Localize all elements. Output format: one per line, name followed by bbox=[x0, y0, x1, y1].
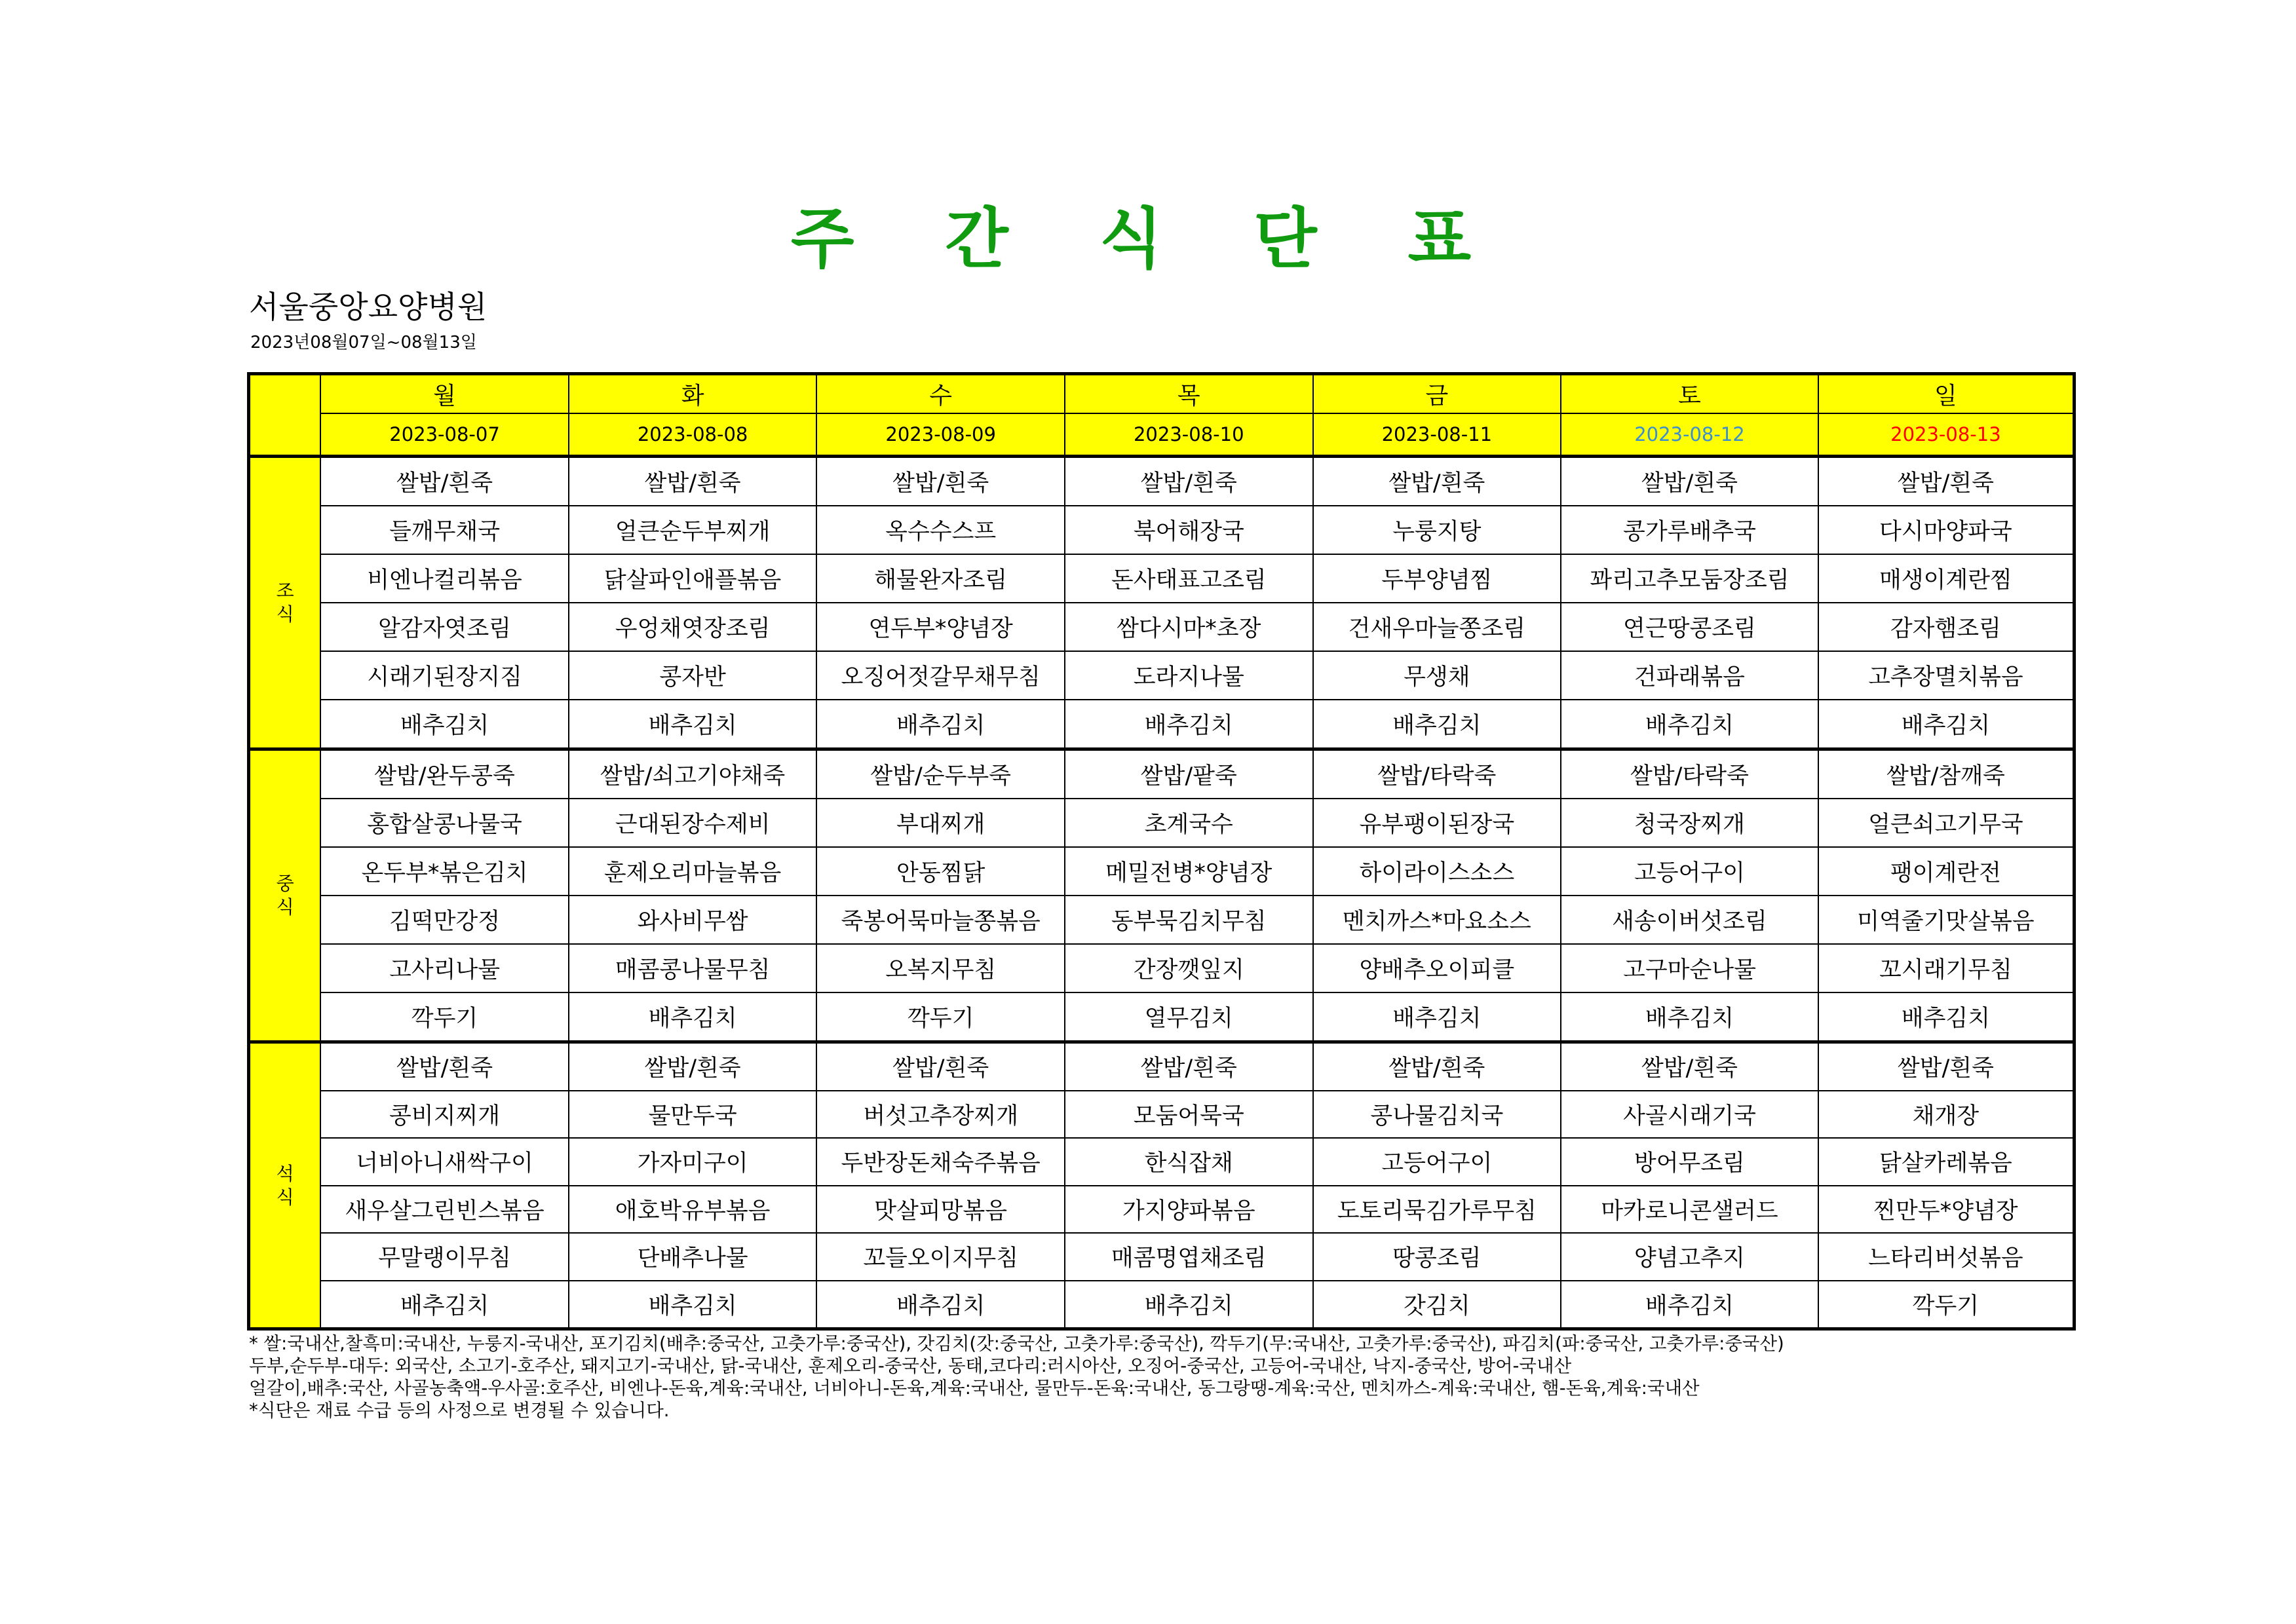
menu-item: 매콤명엽채조림 bbox=[1065, 1233, 1313, 1281]
dinner-row bbox=[249, 1233, 2075, 1281]
menu-item: 고등어구이 bbox=[1313, 1138, 1561, 1186]
menu-item: 땅콩조림 bbox=[1313, 1233, 1561, 1281]
menu-item: 사골시래기국 bbox=[1561, 1091, 1818, 1139]
weekday-header: 일 bbox=[1818, 374, 2075, 414]
menu-item: 배추김치 bbox=[1313, 992, 1561, 1042]
weekday-header: 수 bbox=[816, 374, 1065, 414]
menu-item: 무생채 bbox=[1313, 651, 1561, 700]
menu-item: 배추김치 bbox=[320, 700, 569, 749]
menu-item: 연근땅콩조림 bbox=[1561, 603, 1818, 651]
menu-item: 얼큰순두부찌개 bbox=[569, 506, 817, 554]
breakfast-row bbox=[249, 603, 2075, 651]
menu-item: 쌀밥/흰죽 bbox=[569, 1042, 817, 1091]
menu-item: 건파래볶음 bbox=[1561, 651, 1818, 700]
menu-item: 쌀밥/팥죽 bbox=[1065, 749, 1313, 799]
date-header: 2023-08-12 bbox=[1561, 413, 1818, 457]
menu-item: 쌀밥/흰죽 bbox=[1561, 1042, 1818, 1091]
menu-item: 배추김치 bbox=[1561, 992, 1818, 1042]
menu-item: 쌀밥/흰죽 bbox=[1313, 457, 1561, 506]
lunch-row bbox=[249, 896, 2075, 944]
menu-item: 너비아니새싹구이 bbox=[320, 1138, 569, 1186]
meal-label-char: 식 bbox=[276, 896, 294, 918]
date-header: 2023-08-13 bbox=[1818, 413, 2075, 457]
menu-item: 고추장멸치볶음 bbox=[1818, 651, 2075, 700]
menu-item: 모둠어묵국 bbox=[1065, 1091, 1313, 1139]
menu-period: 2023년08월07일~08월13일 bbox=[250, 333, 477, 352]
menu-item: 마카로니콘샐러드 bbox=[1561, 1186, 1818, 1234]
menu-item: 쌀밥/흰죽 bbox=[1065, 457, 1313, 506]
menu-item: 유부팽이된장국 bbox=[1313, 799, 1561, 847]
menu-item: 배추김치 bbox=[569, 1281, 817, 1329]
dinner-row bbox=[249, 1186, 2075, 1234]
menu-item: 홍합살콩나물국 bbox=[320, 799, 569, 847]
weekday-row bbox=[249, 374, 2075, 414]
dinner-label bbox=[249, 1042, 321, 1329]
weekly-menu-table bbox=[247, 372, 2076, 1331]
menu-item: 쌀밥/흰죽 bbox=[1561, 457, 1818, 506]
menu-item: 고등어구이 bbox=[1561, 847, 1818, 896]
note-line: 두부,순두부-대두: 외국산, 소고기-호주산, 돼지고기-국내산, 닭-국내산, 훈제오리-중국산, 동태,코다리:러시아산, 오징어-중국산, 고등어-국내산, 낙지-중국산, 방어-국내산 bbox=[249, 1355, 1572, 1376]
breakfast-row bbox=[249, 506, 2075, 554]
menu-item: 깍두기 bbox=[816, 992, 1065, 1042]
menu-item: 메밀전병*양념장 bbox=[1065, 847, 1313, 896]
menu-item: 두반장돈채숙주볶음 bbox=[816, 1138, 1065, 1186]
menu-item: 북어해장국 bbox=[1065, 506, 1313, 554]
menu-item: 쌀밥/순두부죽 bbox=[816, 749, 1065, 799]
menu-item: 배추김치 bbox=[1065, 700, 1313, 749]
menu-item: 훈제오리마늘볶음 bbox=[569, 847, 817, 896]
menu-item: 버섯고추장찌개 bbox=[816, 1091, 1065, 1139]
menu-item: 배추김치 bbox=[1313, 700, 1561, 749]
menu-item: 배추김치 bbox=[320, 1281, 569, 1329]
lunch-label bbox=[249, 749, 321, 1042]
menu-item: 닭살카레볶음 bbox=[1818, 1138, 2075, 1186]
menu-item: 매콤콩나물무침 bbox=[569, 944, 817, 992]
menu-item: 누룽지탕 bbox=[1313, 506, 1561, 554]
menu-item: 돈사태표고조림 bbox=[1065, 554, 1313, 603]
menu-item: 깍두기 bbox=[1818, 1281, 2075, 1329]
breakfast-row bbox=[249, 554, 2075, 603]
menu-item: 쌀밥/흰죽 bbox=[816, 457, 1065, 506]
menu-item: 배추김치 bbox=[1561, 1281, 1818, 1329]
menu-item: 멘치까스*마요소스 bbox=[1313, 896, 1561, 944]
date-header: 2023-08-09 bbox=[816, 413, 1065, 457]
menu-item: 가지양파볶음 bbox=[1065, 1186, 1313, 1234]
menu-item: 물만두국 bbox=[569, 1091, 817, 1139]
menu-item: 배추김치 bbox=[1561, 700, 1818, 749]
menu-item: 쌀밥/흰죽 bbox=[1065, 1042, 1313, 1091]
breakfast-label bbox=[249, 457, 321, 749]
lunch-row bbox=[249, 847, 2075, 896]
menu-item: 쌀밥/흰죽 bbox=[320, 1042, 569, 1091]
menu-item: 하이라이스소스 bbox=[1313, 847, 1561, 896]
menu-item: 건새우마늘쫑조림 bbox=[1313, 603, 1561, 651]
menu-item: 콩가루배추국 bbox=[1561, 506, 1818, 554]
menu-item: 배추김치 bbox=[1065, 1281, 1313, 1329]
menu-item: 다시마양파국 bbox=[1818, 506, 2075, 554]
menu-item: 쌀밥/완두콩죽 bbox=[320, 749, 569, 799]
meal-label-char: 식 bbox=[276, 1186, 294, 1208]
menu-item: 오복지무침 bbox=[816, 944, 1065, 992]
menu-item: 오징어젓갈무채무침 bbox=[816, 651, 1065, 700]
menu-item: 시래기된장지짐 bbox=[320, 651, 569, 700]
menu-item: 청국장찌개 bbox=[1561, 799, 1818, 847]
menu-item: 찐만두*양념장 bbox=[1818, 1186, 2075, 1234]
menu-item: 한식잡채 bbox=[1065, 1138, 1313, 1186]
breakfast-row bbox=[249, 651, 2075, 700]
menu-item: 두부양념찜 bbox=[1313, 554, 1561, 603]
dinner-row bbox=[249, 1138, 2075, 1186]
note-line: *식단은 재료 수급 등의 사정으로 변경될 수 있습니다. bbox=[249, 1400, 670, 1421]
menu-item: 죽봉어묵마늘쫑볶음 bbox=[816, 896, 1065, 944]
menu-item: 와사비무쌈 bbox=[569, 896, 817, 944]
menu-item: 꼬시래기무침 bbox=[1818, 944, 2075, 992]
lunch-row bbox=[249, 992, 2075, 1042]
menu-item: 김떡만강정 bbox=[320, 896, 569, 944]
dinner-row bbox=[249, 1281, 2075, 1329]
menu-item: 미역줄기맛살볶음 bbox=[1818, 896, 2075, 944]
menu-item: 우엉채엿장조림 bbox=[569, 603, 817, 651]
hospital-name: 서울중앙요양병원 bbox=[249, 290, 488, 326]
menu-item: 콩비지찌개 bbox=[320, 1091, 569, 1139]
menu-item: 쌀밥/흰죽 bbox=[1818, 457, 2075, 506]
menu-item: 갓김치 bbox=[1313, 1281, 1561, 1329]
lunch-row bbox=[249, 944, 2075, 992]
menu-item: 쌈다시마*초장 bbox=[1065, 603, 1313, 651]
menu-item: 느타리버섯볶음 bbox=[1818, 1233, 2075, 1281]
menu-item: 배추김치 bbox=[569, 700, 817, 749]
menu-item: 맛살피망볶음 bbox=[816, 1186, 1065, 1234]
menu-item: 옥수수스프 bbox=[816, 506, 1065, 554]
menu-item: 콩자반 bbox=[569, 651, 817, 700]
meal-label-char: 석 bbox=[276, 1162, 294, 1184]
breakfast-row bbox=[249, 700, 2075, 749]
menu-item: 쌀밥/흰죽 bbox=[1818, 1042, 2075, 1091]
menu-item: 알감자엿조림 bbox=[320, 603, 569, 651]
menu-item: 양념고추지 bbox=[1561, 1233, 1818, 1281]
weekday-header: 토 bbox=[1561, 374, 1818, 414]
menu-item: 동부묵김치무침 bbox=[1065, 896, 1313, 944]
breakfast-row bbox=[249, 457, 2075, 506]
notes-section bbox=[249, 1332, 2071, 1422]
lunch-row bbox=[249, 799, 2075, 847]
menu-item: 도토리묵김가루무침 bbox=[1313, 1186, 1561, 1234]
weekday-header: 금 bbox=[1313, 374, 1561, 414]
menu-item: 새우살그린빈스볶음 bbox=[320, 1186, 569, 1234]
menu-item: 고구마순나물 bbox=[1561, 944, 1818, 992]
menu-item: 애호박유부볶음 bbox=[569, 1186, 817, 1234]
menu-item: 무말랭이무침 bbox=[320, 1233, 569, 1281]
menu-item: 부대찌개 bbox=[816, 799, 1065, 847]
date-header: 2023-08-11 bbox=[1313, 413, 1561, 457]
menu-item: 양배추오이피클 bbox=[1313, 944, 1561, 992]
weekday-header: 목 bbox=[1065, 374, 1313, 414]
meal-label-char: 식 bbox=[276, 603, 294, 625]
date-header: 2023-08-10 bbox=[1065, 413, 1313, 457]
menu-item: 근대된장수제비 bbox=[569, 799, 817, 847]
menu-item: 연두부*양념장 bbox=[816, 603, 1065, 651]
menu-item: 쌀밥/타락죽 bbox=[1313, 749, 1561, 799]
menu-item: 쌀밥/타락죽 bbox=[1561, 749, 1818, 799]
menu-item: 얼큰쇠고기무국 bbox=[1818, 799, 2075, 847]
menu-table-body bbox=[249, 374, 2075, 1329]
menu-item: 배추김치 bbox=[816, 700, 1065, 749]
menu-item: 새송이버섯조림 bbox=[1561, 896, 1818, 944]
date-header: 2023-08-07 bbox=[320, 413, 569, 457]
note-line: * 쌀:국내산,찰흑미:국내산, 누룽지-국내산, 포기김치(배추:중국산, 고춧가루:중국산), 갓김치(갓:중국산, 고춧가루:중국산), 깍두기(무:국내산, 고춧가루:중국산), 파김치(파:중국산, 고춧가루:중국산) bbox=[249, 1333, 1784, 1354]
menu-item: 깍두기 bbox=[320, 992, 569, 1042]
menu-item: 비엔나컬리볶음 bbox=[320, 554, 569, 603]
dinner-row bbox=[249, 1042, 2075, 1091]
date-header: 2023-08-08 bbox=[569, 413, 817, 457]
note-line: 얼갈이,배추:국산, 사골농축액-우사골:호주산, 비엔나-돈육,계육:국내산, 너비아니-돈육,계육:국내산, 물만두-돈육:국내산, 동그랑땡-계육:국산, 멘치까스-계육:국내산, 햄-돈육,계육:국내산 bbox=[249, 1378, 1700, 1399]
page-title: 주 간 식 단 표 bbox=[790, 200, 1506, 277]
menu-item: 단배추나물 bbox=[569, 1233, 817, 1281]
menu-item: 방어무조림 bbox=[1561, 1138, 1818, 1186]
menu-item: 쌀밥/참깨죽 bbox=[1818, 749, 2075, 799]
menu-item: 쌀밥/흰죽 bbox=[569, 457, 817, 506]
menu-item: 배추김치 bbox=[1818, 992, 2075, 1042]
menu-item: 들깨무채국 bbox=[320, 506, 569, 554]
menu-item: 온두부*볶은김치 bbox=[320, 847, 569, 896]
menu-item: 매생이계란찜 bbox=[1818, 554, 2075, 603]
menu-item: 꼬들오이지무침 bbox=[816, 1233, 1065, 1281]
menu-item: 배추김치 bbox=[569, 992, 817, 1042]
menu-item: 팽이계란전 bbox=[1818, 847, 2075, 896]
menu-item: 감자햄조림 bbox=[1818, 603, 2075, 651]
weekday-header: 월 bbox=[320, 374, 569, 414]
menu-item: 쌀밥/흰죽 bbox=[320, 457, 569, 506]
menu-item: 가자미구이 bbox=[569, 1138, 817, 1186]
meal-label-char: 중 bbox=[276, 873, 294, 894]
menu-item: 간장깻잎지 bbox=[1065, 944, 1313, 992]
menu-item: 쌀밥/쇠고기야채죽 bbox=[569, 749, 817, 799]
corner-cell bbox=[249, 374, 321, 457]
menu-item: 초계국수 bbox=[1065, 799, 1313, 847]
weekday-header: 화 bbox=[569, 374, 817, 414]
menu-item: 배추김치 bbox=[816, 1281, 1065, 1329]
menu-item: 안동찜닭 bbox=[816, 847, 1065, 896]
menu-item: 도라지나물 bbox=[1065, 651, 1313, 700]
menu-item: 해물완자조림 bbox=[816, 554, 1065, 603]
menu-item: 닭살파인애플볶음 bbox=[569, 554, 817, 603]
menu-item: 열무김치 bbox=[1065, 992, 1313, 1042]
menu-item: 꽈리고추모둠장조림 bbox=[1561, 554, 1818, 603]
menu-item: 고사리나물 bbox=[320, 944, 569, 992]
meal-label-char: 조 bbox=[276, 580, 294, 601]
menu-item: 배추김치 bbox=[1818, 700, 2075, 749]
dinner-row bbox=[249, 1091, 2075, 1139]
menu-item: 쌀밥/흰죽 bbox=[1313, 1042, 1561, 1091]
menu-item: 콩나물김치국 bbox=[1313, 1091, 1561, 1139]
menu-item: 쌀밥/흰죽 bbox=[816, 1042, 1065, 1091]
menu-item: 채개장 bbox=[1818, 1091, 2075, 1139]
lunch-row bbox=[249, 749, 2075, 799]
date-row bbox=[249, 413, 2075, 457]
